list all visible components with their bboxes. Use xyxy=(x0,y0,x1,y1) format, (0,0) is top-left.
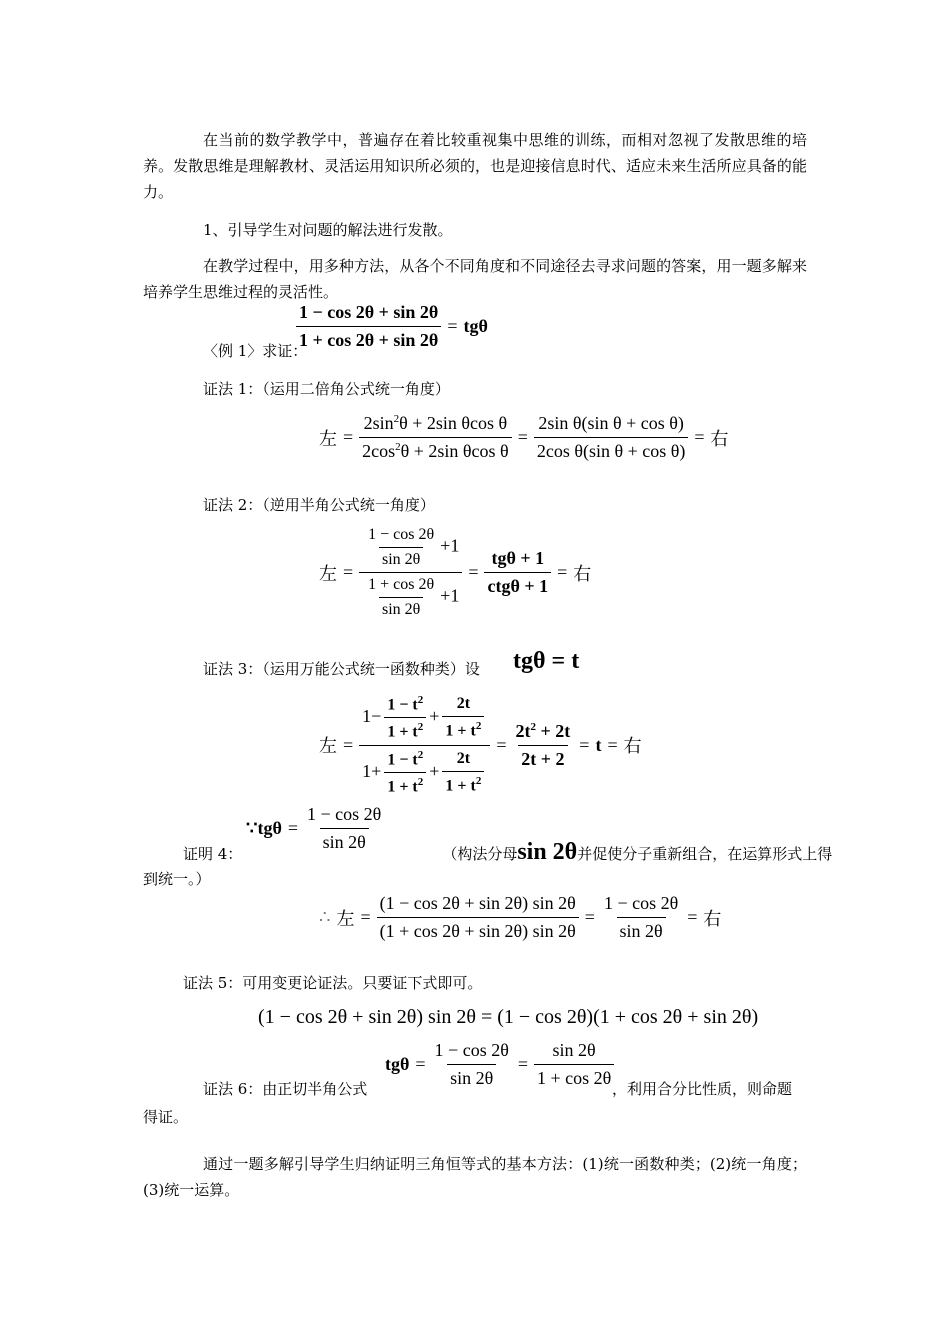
section1-heading: 1、引导学生对问题的解法进行发散。 xyxy=(203,221,453,239)
method4-text-a: （构法分母 xyxy=(442,845,518,863)
set-t-formula: tgθ = t xyxy=(513,648,580,674)
method4-formula: ∴ 左 = $\frac{(1 - \cos 2\theta + \sin 2\theta) \sin 2\theta}{(1 + \cos 2\theta + \sin 2\theta) \sin 2\theta}$ = $\frac{1 - \cos 2\theta}{\sin 2\theta}$ = 右 xyxy=(319,893,722,941)
method2-formula: 左 = $\frac{1 - \cos 2\theta}{\sin 2\theta}$ +1 $\frac{1 + \cos 2\theta}{\sin 2\theta}$ +1 = $\frac{\text{tgθ + 1}}{\text{ctgθ + 1}}$ = 右 xyxy=(319,526,592,618)
section1-paragraph: 在教学过程中，用多种方法，从各个不同角度和不同途径去寻求问题的答案，用一题多解来培养学生思维过程的灵活性。 xyxy=(143,257,807,301)
method6-label: 证法 6：由正切半角公式 xyxy=(203,1080,368,1098)
method4-label: 证明 4： xyxy=(183,845,243,863)
sin2-big: sin 2θ xyxy=(517,839,578,865)
method4-line xyxy=(183,839,832,867)
intro-paragraph: 在当前的数学教学中，普遍存在着比较重视集中思维的训练，而相对忽视了发散思维的培养。发散思维是理解教材、灵活运用知识所必须的，也是迎接信息时代、适应未来生活所应具备的能力。 xyxy=(143,131,807,201)
method3-label: 证法 3：（运用万能公式统一函数种类）设 xyxy=(203,660,480,678)
method2-label: 证法 2：（逆用半角公式统一角度） xyxy=(203,496,435,514)
method4-because-formula: ∵tgθ = $\frac{1 - \cos 2\theta}{\sin 2\theta}$ xyxy=(246,804,382,852)
method1-formula: 左 = $\frac{2\sin^2\theta + 2\sin \theta\cos \theta}{2\cos^2\theta + 2\sin \theta\cos \theta}$ = $\frac{\text{2sin θ(sin θ + cos θ)}}{\text{2cos θ(sin θ + cos θ)}}$ = 右 xyxy=(319,413,729,461)
method1-label: 证法 1：（运用二倍角公式统一角度） xyxy=(203,380,450,398)
method6-formula: tgθ = $\frac{1 - \cos 2\theta}{\sin 2\theta}$ = $\frac{\sin 2\theta}{1 + \cos 2\theta}$ xyxy=(382,1040,617,1089)
method4-text-b: 并促使分子重新组合，在运算形式上得 xyxy=(577,845,833,863)
method5-label: 证法 5：可用变更论证法。只要证下式即可。 xyxy=(183,974,483,992)
example-formula: $\frac{1 - \cos 2\theta + \sin 2\theta}{1 + \cos 2\theta + \sin 2\theta}$ = tgθ xyxy=(293,302,491,351)
example-label: 〈例 1〉求证： xyxy=(203,342,308,360)
method6-text: ，利用合分比性质，则命题 xyxy=(612,1080,793,1098)
method5-formula: (1 − cos 2θ + sin 2θ) sin 2θ = (1 − cos 2θ)(1 + cos 2θ + sin 2θ) xyxy=(258,1006,759,1028)
summary-paragraph: 通过一题多解引导学生归纳证明三角恒等式的基本方法：(1)统一函数种类；(2)统一角度；(3)统一运算。 xyxy=(143,1155,807,1199)
method4-text-c: 到统一。） xyxy=(143,870,211,888)
method6-text-c: 得证。 xyxy=(143,1108,189,1126)
method3-formula: 左 = 1− $\frac{1 - t^2}{1 + t^2}$ + $\frac{2t}{1 + t^2}$ 1+ $\frac{1 - t^2}{1 + t^2}$ + $\frac{2t}{1 + t^2}$ = $\frac{2t^2 + 2t}{2t + 2}$ = t = 右 xyxy=(319,694,642,796)
